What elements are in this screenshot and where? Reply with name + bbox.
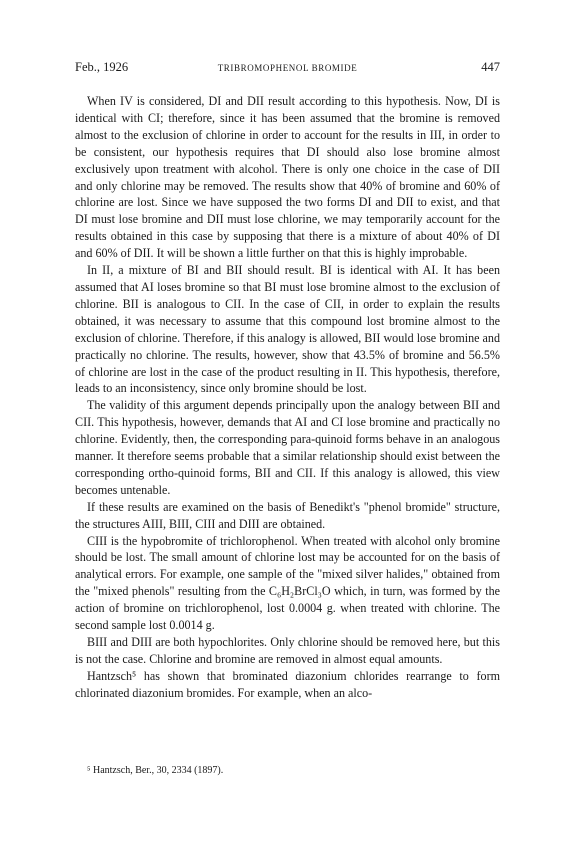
header-date: Feb., 1926 — [75, 60, 129, 74]
paragraph-ciii: CIII is the hypobromite of trichlorophenol. When treated with alcohol only bromine should be lost. The small amount of chlorine lost may be accounted for on the basis of analytical errors. For example, one sample of the "mixed silver halides," obtained from the "mixed phenols" resulting from the C₆H₂BrCl₃O which, in turn, was formed by the action of bromine on trichlorophenol, lost 0.0004 g. when treated with chlorine. The second sample lost 0.0014 g. — [75, 533, 500, 633]
page-number: 447 — [481, 60, 500, 74]
header-title: TRIBROMOPHENOL BROMIDE — [217, 63, 358, 73]
paragraph-biii-diii: BIII and DIII are both hypochlorites. Only chlorine should be removed here, but this is not the case. Chlorine and bromine are removed in almost equal amounts. — [75, 635, 500, 666]
paragraph-iv-considered: When IV is considered, DI and DII result according to this hypothesis. Now, DI is identical with CI; therefore, since it has been assumed that the bromine is removed almost to the exclusion of chlorine in order to account for the results in III, in order to be consistent, our hypothesis requires that DI should also lose bromine almost exclusively upon treatment with alcohol. There is only one choice in the case of DII and only chlorine may be removed. The results show that 40% of bromine and 60% of chlorine are lost. Since we have supposed the two forms DI and DII to exist, and that DI must lose bromine and DII must lose chlorine, we may temporarily account for the results obtained in this case by supposing that there is a mixture of about 40% of DI and 60% of DII. It will be shown a little further on that this is highly improbable. — [75, 94, 500, 261]
paragraph-hantzsch: Hantzsch⁵ has shown that brominated diazonium chlorides rearrange to form chlorinated diazonium bromides. For example, when an alco- — [75, 668, 500, 700]
paragraph-validity: The validity of this argument depends principally upon the analogy between BII and CII. This hypothesis, however, demands that AI and CI lose bromine and practically no chlorine. Evidently, then, the corresponding para-quinoid forms behave in an analogous manner. It therefore seems probable that a similar relationship should exist between the corresponding ortho-quinoid forms, BII and CII. If this analogy is allowed, this view becomes untenable. — [75, 398, 500, 497]
paragraph-ii-mixture: In II, a mixture of BI and BII should result. BI is identical with AI. It has been assumed that AI loses bromine so that BI must lose bromine almost to the exclusion of chlorine. BII is analogous to CII. In the case of CII, in order to explain the results obtained, it was necessary to assume that this compound lost bromine almost to the exclusion of chlorine. Therefore, if this analogy is allowed, BII would lose bromine and practically no chlorine. The results, however, show that 43.5% of bromine and 56.5% of chlorine are lost in the case of the product resulting in II. This hypothesis, therefore, leads to an inconsistency, since only bromine should be lost. — [75, 263, 500, 396]
article-body — [75, 93, 500, 702]
footnote: ⁵ Hantzsch, Ber., 30, 2334 (1897). — [87, 765, 224, 776]
paragraph-benedikt: If these results are examined on the basis of Benedikt's "phenol bromide" structure, the structures AIII, BIII, CIII and DIII are obtained. — [75, 499, 500, 531]
